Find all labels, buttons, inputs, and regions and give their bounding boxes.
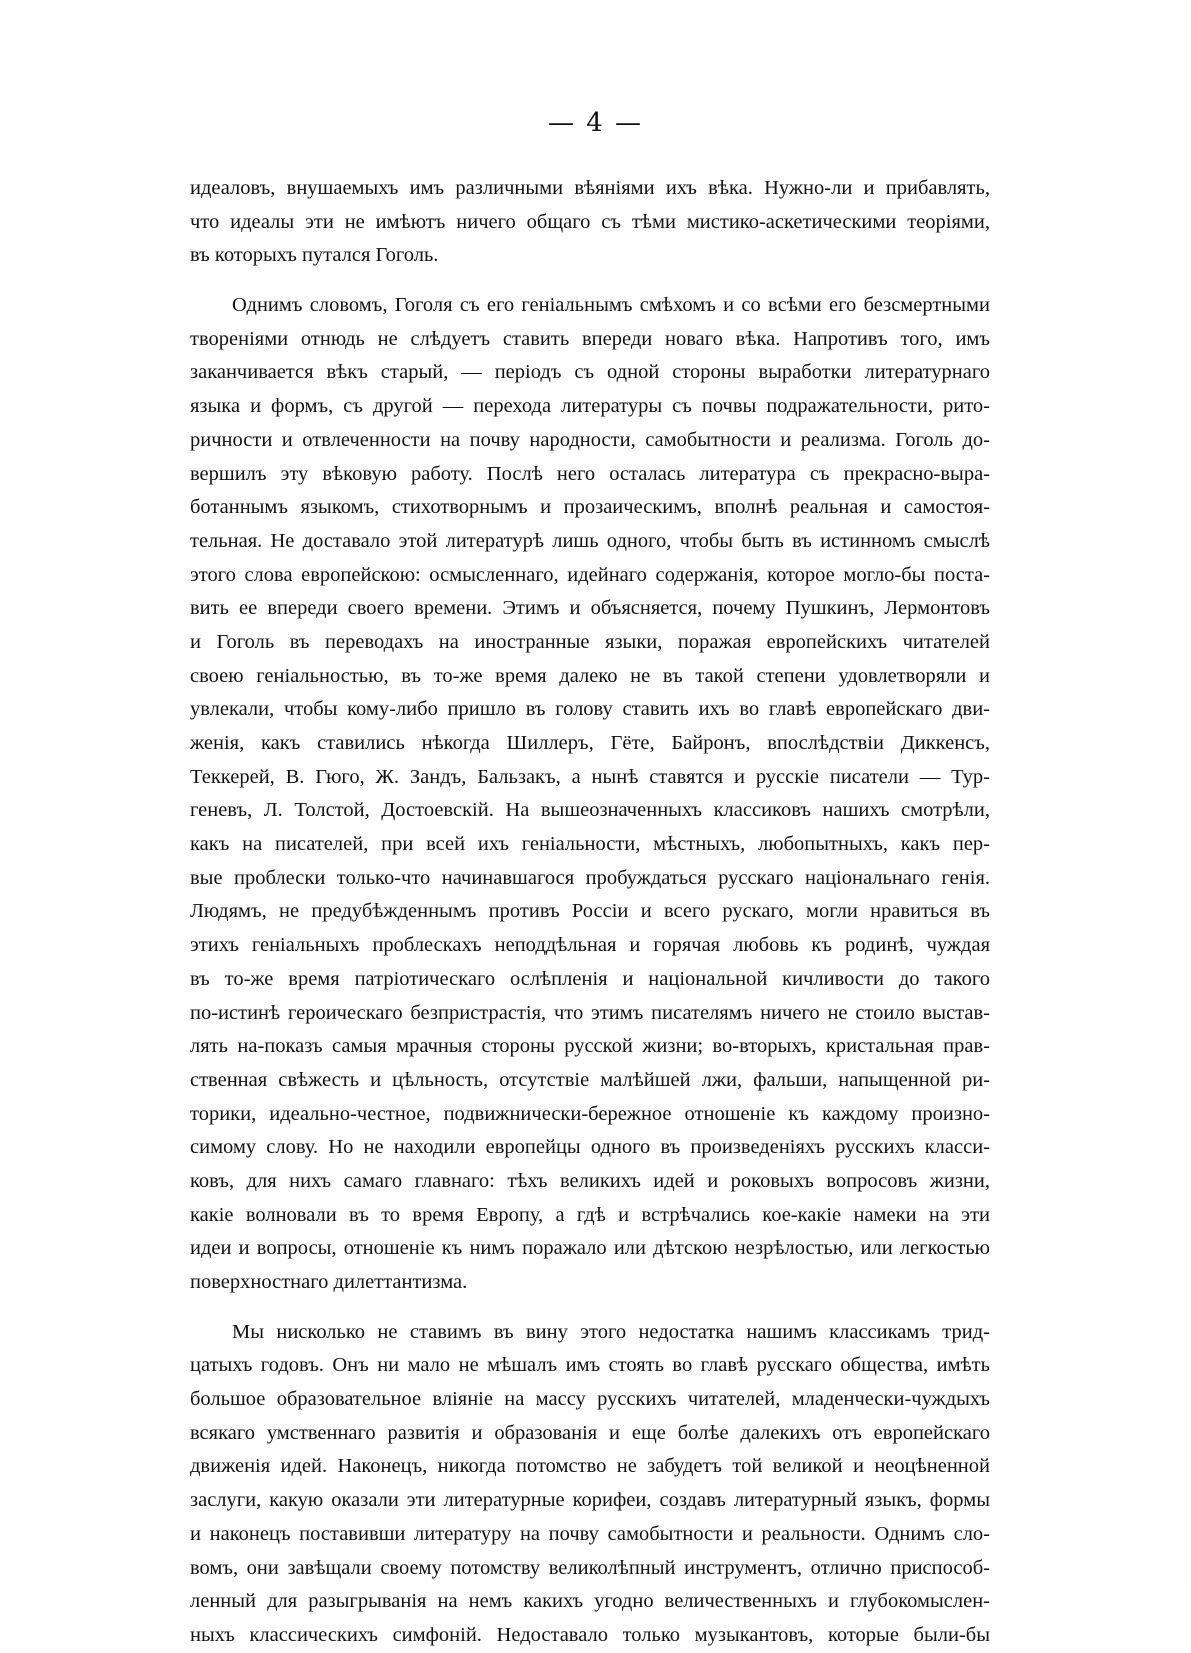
text-line: вые проблески только-что начинавшагося пробуждаться русскаго національнаго генія. bbox=[190, 866, 990, 889]
page-number: — 4 — bbox=[547, 108, 644, 138]
text-line: твореніями отнюдь не слѣдуетъ ставить впереди новаго вѣка. Напротивъ того, имъ bbox=[190, 327, 990, 350]
text-line: этого слова европейскою: осмысленнаго, идейнаго содержанія, которое могло-бы поста- bbox=[190, 563, 990, 586]
text-line: и наконецъ поставивши литературу на почву самобытности и реальности. Однимъ сло- bbox=[190, 1522, 990, 1545]
text-line: Людямъ, не предубѣжденнымъ противъ Россіи и всего рускаго, могли нравиться въ bbox=[190, 900, 990, 923]
text-line: этихъ геніальныхъ проблескахъ неподдѣльная и горячая любовь къ родинѣ, чуждая bbox=[190, 934, 990, 957]
text-line: ныхъ классическихъ симфоній. Недоставало только музыкантовъ, которые были-бы bbox=[190, 1623, 990, 1646]
text-line: и Гоголь въ переводахъ на иностранные языки, поражая европейскихъ читателей bbox=[190, 630, 990, 653]
text-line: симому слову. Но не находили европейцы одного въ произведеніяхъ русскихъ класси- bbox=[190, 1136, 990, 1159]
text-line: вить ее впереди своего времени. Этимъ и объясняется, почему Пушкинъ, Лермонтовъ bbox=[190, 597, 990, 620]
text-line: женія, какъ ставились нѣкогда Шиллеръ, Гёте, Байронъ, впослѣдствіи Диккенсъ, bbox=[190, 732, 990, 754]
text-line: Мы нисколько не ставимъ въ вину этого недостатка нашимъ классикамъ трид- bbox=[232, 1320, 990, 1343]
text-line: идеи и вопросы, отношеніе къ нимъ поражало или дѣтскою незрѣлостью, или легкостью bbox=[190, 1237, 990, 1260]
text-line: въ которыхъ путался Гоголь. bbox=[190, 244, 439, 267]
text-line: торики, идеально-честное, подвижнически-бережное отношеніе къ каждому произно- bbox=[190, 1102, 990, 1125]
text-line: ковъ, для нихъ самаго главнаго: тѣхъ великихъ идей и роковыхъ вопросовъ жизни, bbox=[190, 1169, 990, 1192]
text-line: своею геніальностью, въ то-же время далеко не въ такой степени удовлетворяли и bbox=[190, 664, 990, 687]
text-line: какіе волновали въ то время Европу, а гдѣ и встрѣчались кое-какіе намеки на эти bbox=[190, 1203, 990, 1226]
text-line: что идеалы эти не имѣютъ ничего общаго съ тѣми мистико-аскетическими теоріями, bbox=[190, 210, 990, 233]
text-line: какъ на писателей, при всей ихъ геніальности, мѣстныхъ, любопытныхъ, какъ пер- bbox=[190, 833, 990, 856]
paragraph-3 bbox=[190, 1316, 990, 1653]
text-line: заканчивается вѣкъ старый, — періодъ съ одной стороны выработки литературнаго bbox=[190, 361, 990, 384]
text-line: движенія идей. Наконецъ, никогда потомство не забудетъ той великой и неоцѣненной bbox=[190, 1455, 990, 1478]
paragraph-1 bbox=[190, 172, 990, 273]
text-line: ственная свѣжесть и цѣльность, отсутствіе малѣйшей лжи, фальши, напыщенной ри- bbox=[190, 1068, 990, 1091]
text-line: всякаго умственнаго развитія и образованія и еще болѣе далекихъ отъ европейскаго bbox=[190, 1421, 990, 1444]
text-line: цатыхъ годовъ. Онъ ни мало не мѣшалъ имъ стоять во главѣ русскаго общества, имѣть bbox=[190, 1354, 990, 1377]
text-line: идеаловъ, внушаемыхъ имъ различными вѣяніями ихъ вѣка. Нужно-ли и прибавлять, bbox=[190, 177, 990, 199]
text-line: Однимъ словомъ, Гоголя съ его геніальнымъ смѣхомъ и со всѣми его безсмертными bbox=[232, 294, 990, 317]
text-line: поверхностнаго дилеттантизма. bbox=[190, 1271, 468, 1293]
text-line: тельная. Не доставало этой литературѣ лишь одного, чтобы быть въ истинномъ смыслѣ bbox=[190, 529, 990, 552]
text-line: геневъ, Л. Толстой, Достоевскій. На вышеозначенныхъ классиковъ нашихъ смотрѣли, bbox=[190, 799, 990, 822]
body-text bbox=[190, 172, 990, 1653]
text-line: Теккерей, В. Гюго, Ж. Зандъ, Бальзакъ, а нынѣ ставятся и русскіе писатели — Тур- bbox=[190, 765, 990, 788]
text-line: большое образовательное вліяніе на массу русскихъ читателей, младенчески-чуждыхъ bbox=[190, 1388, 990, 1411]
text-line: ричности и отвлеченности на почву народности, самобытности и реализма. Гоголь до- bbox=[190, 428, 990, 451]
text-line: языка и формъ, съ другой — перехода литературы съ почвы подражательности, рито- bbox=[190, 395, 990, 418]
text-line: ленный для разыгрыванія на немъ какихъ угодно величественныхъ и глубокомыслен- bbox=[190, 1590, 990, 1613]
text-line: вершилъ эту вѣковую работу. Послѣ него осталась литература съ прекрасно-выра- bbox=[190, 462, 990, 485]
text-line: увлекали, чтобы кому-либо пришло въ голову ставить ихъ во главѣ европейскаго дви- bbox=[190, 698, 990, 721]
text-line: въ то-же время патріотическаго ослѣпленія и національной кичливости до такого bbox=[190, 967, 990, 990]
text-line: ботаннымъ языкомъ, стихотворнымъ и прозаическимъ, вполнѣ реальная и самостоя- bbox=[190, 496, 990, 519]
text-line: заслуги, какую оказали эти литературные корифеи, создавъ литературный языкъ, формы bbox=[190, 1489, 990, 1512]
paragraph-2 bbox=[190, 289, 990, 1300]
text-line: лять на-показъ самыя мрачныя стороны русской жизни; во-вторыхъ, кристальная прав- bbox=[190, 1035, 990, 1058]
text-line: по-истинѣ героическаго безпристрастія, что этимъ писателямъ ничего не стоило выстав- bbox=[190, 1001, 990, 1024]
text-line: вомъ, они завѣщали своему потомству великолѣпный инструментъ, отлично приспособ- bbox=[190, 1556, 990, 1579]
